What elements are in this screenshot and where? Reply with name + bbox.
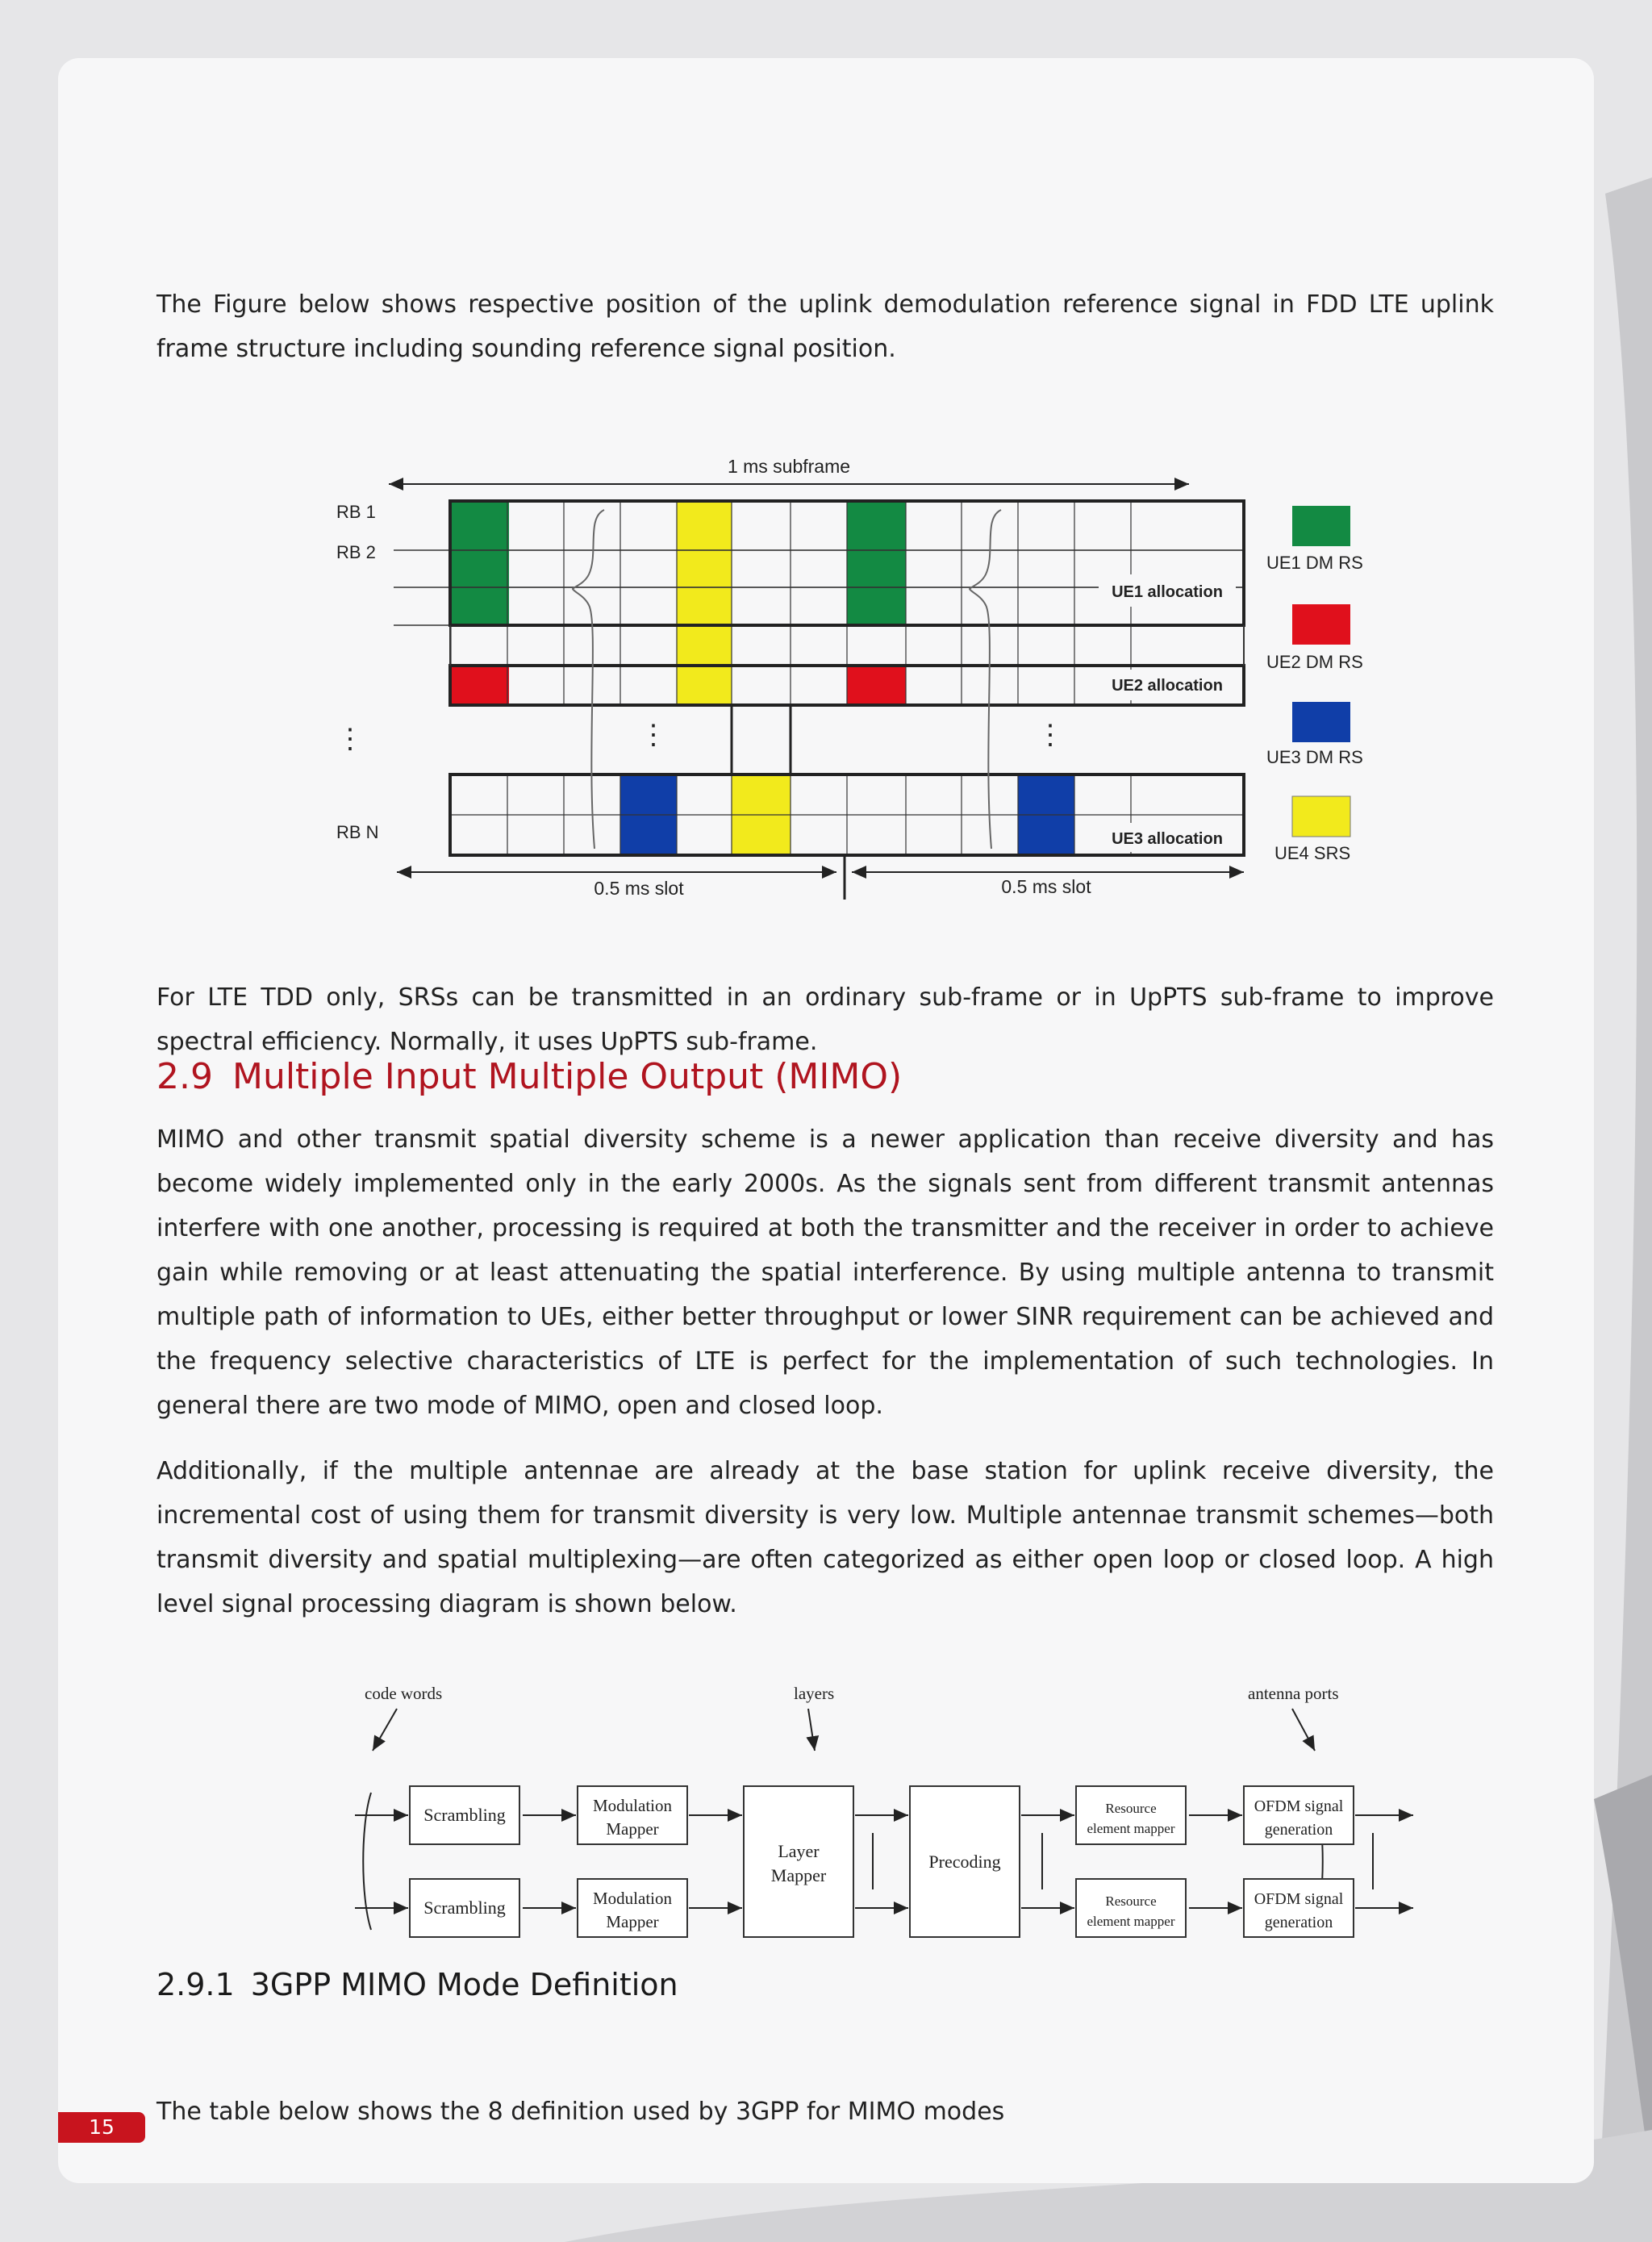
section-number: 2.9 [156,1056,213,1097]
slot-left-label: 0.5 ms slot [594,878,684,899]
modulation-block-2-line2: Mapper [606,1912,659,1931]
modulation-block-1-line2: Mapper [606,1819,659,1839]
ofdm-block-1-line1: OFDM signal [1254,1797,1344,1815]
legend-swatch-ue3 [1292,702,1350,742]
antenna-ports-label: antenna ports [1248,1684,1339,1703]
subsection-number: 2.9.1 [156,1967,235,2002]
resource-mapper-1-line2: element mapper [1087,1821,1175,1836]
legend-swatch-ue4 [1292,796,1350,837]
frame-legend [1266,506,1363,863]
code-words-label: code words [365,1684,443,1703]
slot2-ellipsis: ⋮ [1037,720,1064,750]
ofdm-block-1-line2: generation [1264,1821,1333,1839]
document-page [58,58,1594,2183]
mimo-processing-diagram [292,1664,1437,1946]
legend-label-ue3: UE3 DM RS [1266,747,1363,767]
intro-paragraph: The Figure below shows respective position of the uplink demodulation reference signal in FDD LTE uplink frame structure including sounding reference signal position. [156,290,1494,363]
section-title: Multiple Input Multiple Output (MIMO) [232,1056,903,1097]
legend-swatch-ue1 [1292,506,1350,546]
ue2-allocation-label: UE2 allocation [1112,677,1223,695]
ue1-ue2-grid [394,501,1244,705]
resource-mapper-2-line1: Resource [1105,1893,1157,1909]
modulation-block-1-line1: Modulation [593,1796,672,1815]
rbn-label: RB N [336,822,379,842]
layers-label: layers [794,1684,835,1703]
ue3-allocation-label: UE3 allocation [1112,830,1223,848]
legend-label-ue1: UE1 DM RS [1266,553,1363,573]
ue3-grid [450,774,1244,855]
rb-ellipsis: ⋮ [336,724,364,754]
legend-label-ue4: UE4 SRS [1274,843,1351,863]
ofdm-block-2-line2: generation [1264,1914,1333,1931]
mimo-paragraph-2: Additionally, if the multiple antennae are already at the base station for uplink receive diversity, the incremental cost of using them for transmit diversity is very low. Multiple antennae transmit schemes—both transmit diversity and spatial multiplexing—are often categorized as either open loop or closed loop. A high level signal processing diagram is shown below. [156,1457,1494,1618]
tdd-paragraph: For LTE TDD only, SRSs can be transmitted in an ordinary sub-frame or in UpPTS sub-frame to improve spectral efficiency. Normally, it uses UpPTS sub-frame. [156,983,1494,1056]
scrambling-block-2: Scrambling [423,1898,506,1918]
precoding-block: Precoding [928,1852,1001,1872]
modulation-block-2-line1: Modulation [593,1889,672,1908]
resource-mapper-1-line1: Resource [1105,1801,1157,1816]
legend-swatch-ue2 [1292,604,1350,645]
slot1-ellipsis: ⋮ [640,720,667,750]
slot-right-label: 0.5 ms slot [1001,876,1091,897]
rb2-label: RB 2 [336,542,376,562]
rb1-label: RB 1 [336,502,376,522]
resource-mapper-2-line2: element mapper [1087,1914,1175,1929]
subframe-label: 1 ms subframe [727,456,851,477]
subsection-paragraph: The table below shows the 8 definition used by 3GPP for MIMO modes [156,2098,1005,2126]
ue1-allocation-label: UE1 allocation [1112,583,1223,601]
page-number-badge: 15 [58,2112,145,2143]
uplink-frame-figure [316,381,1429,913]
legend-label-ue2: UE2 DM RS [1266,652,1363,672]
layer-mapper-line2: Mapper [770,1865,827,1885]
mimo-paragraph-1: MIMO and other transmit spatial diversity scheme is a newer application than receive diversity and has become widely implemented only in the early 2000s. As the signals sent from different transmit antennas interfere with one another, processing is required at both the transmitter and the receiver in order to achieve gain while removing or at least attenuating the spatial interference. By using multiple antenna to transmit multiple path of information to UEs, either better throughput or lower SINR requirement can be achieved and the frequency selective characteristics of LTE is perfect for the implementation of such technologies. In general there are two mode of MIMO, open and closed loop. [156,1125,1494,1420]
ofdm-block-2-line1: OFDM signal [1254,1890,1344,1908]
section-heading [156,1056,902,1097]
subsection-heading [156,1967,678,2002]
layer-mapper-line1: Layer [778,1841,820,1861]
scrambling-block-1: Scrambling [423,1805,506,1825]
subsection-title: 3GPP MIMO Mode Definition [250,1967,678,2002]
